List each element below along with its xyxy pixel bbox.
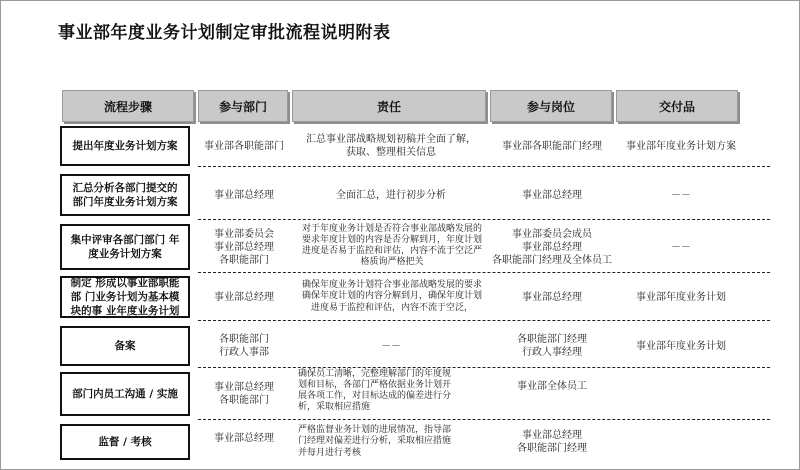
responsibility-cell: 汇总事业部战略规划初稿并全面了解， 获取、整理相关信息 (306, 134, 476, 158)
post-cell: 事业部全体员工 (517, 380, 587, 392)
post-cell: 事业部总经理 各职能部门经理 (517, 430, 587, 454)
dept-cell: 事业部委员会 事业部总经理 各职能部门 (214, 228, 274, 266)
row-divider (198, 219, 770, 220)
responsibility-cell: －－ (381, 340, 401, 352)
post-cell: 事业部总经理 (522, 189, 582, 201)
dept-cell: 事业部总经理 (214, 189, 274, 201)
deliverable-cell: 事业部年度业务计划 (636, 291, 726, 303)
deliverable-cell (616, 424, 746, 460)
post-cell: 事业部总经理 (522, 291, 582, 303)
post-cell: 事业部各职能部门经理 (502, 140, 602, 152)
responsibility-cell: 对于年度业务计划是否符合事业部战略发展的 要求年度计划的内容是否分解到月，年度计划 进度是否易于监控和评估，内容不流于空泛严 格质询严格把关 (301, 223, 482, 268)
step-cell: 制定 形成以事业部职能部 门业务计划为基本模块的事 业年度业务计划 (60, 276, 190, 318)
dept-cell: 各职能部门 行政人事部 (219, 334, 269, 358)
row-divider (198, 272, 770, 273)
deliverable-cell (616, 372, 746, 416)
step-cell: 集中评审各部门部门 年度业务计划方案 (60, 224, 190, 270)
deliverable-cell: 事业部年度业务计划 (636, 340, 726, 352)
step-cell: 部门内员工沟通 / 实施 (60, 372, 190, 416)
header-dept: 参与部门 (198, 90, 288, 122)
header-post: 参与岗位 (490, 90, 612, 122)
responsibility-cell: 确保员工清晰，完整理解部门的年度规 划和目标，各部门严格依据业务计划开 展各项工作，对目标达成的偏差进行分 析，采取相应措施 (298, 368, 452, 413)
header-step: 流程步骤 (62, 90, 194, 122)
row-divider (198, 320, 770, 321)
responsibility-cell: 全面汇总，进行初步分析 (336, 189, 446, 201)
page-title: 事业部年度业务计划制定审批流程说明附表 (58, 23, 391, 43)
responsibility-cell: 确保年度业务计划符合事业部战略发展的要求 确保年度计划的内容分解到月，确保年度计划 进度易于监控和评估，内容不流于空泛， (301, 280, 482, 313)
responsibility-cell: 严格监督业务计划的进展情况，指导部 门经理对偏差进行分析，采取相应措施 并每月进行考核 (298, 425, 452, 458)
deliverable-cell: －－ (671, 189, 691, 201)
header-deliverable: 交付品 (616, 90, 738, 122)
post-cell: 各职能部门经理 行政人事经理 (517, 334, 587, 358)
dept-cell: 事业部总经理 (214, 432, 274, 444)
post-cell: 事业部委员会成员 事业部总经理 各职能部门经理及全体员工 (492, 228, 612, 266)
step-cell: 备案 (60, 326, 190, 366)
dept-cell: 事业部总经理 各职能部门 (214, 382, 274, 406)
dept-cell: 事业部各职能部门 (204, 140, 284, 152)
row-divider (198, 166, 770, 167)
dept-cell: 事业部总经理 (214, 291, 274, 303)
deliverable-cell: 事业部年度业务计划方案 (626, 140, 736, 152)
step-cell: 提出年度业务计划方案 (60, 126, 190, 166)
step-cell: 监督 / 考核 (60, 424, 190, 460)
deliverable-cell: －－ (671, 241, 691, 253)
header-responsibility: 责任 (292, 90, 486, 122)
row-divider (198, 419, 770, 420)
step-cell: 汇总分析各部门提交的 部门年度业务计划方案 (60, 174, 190, 216)
